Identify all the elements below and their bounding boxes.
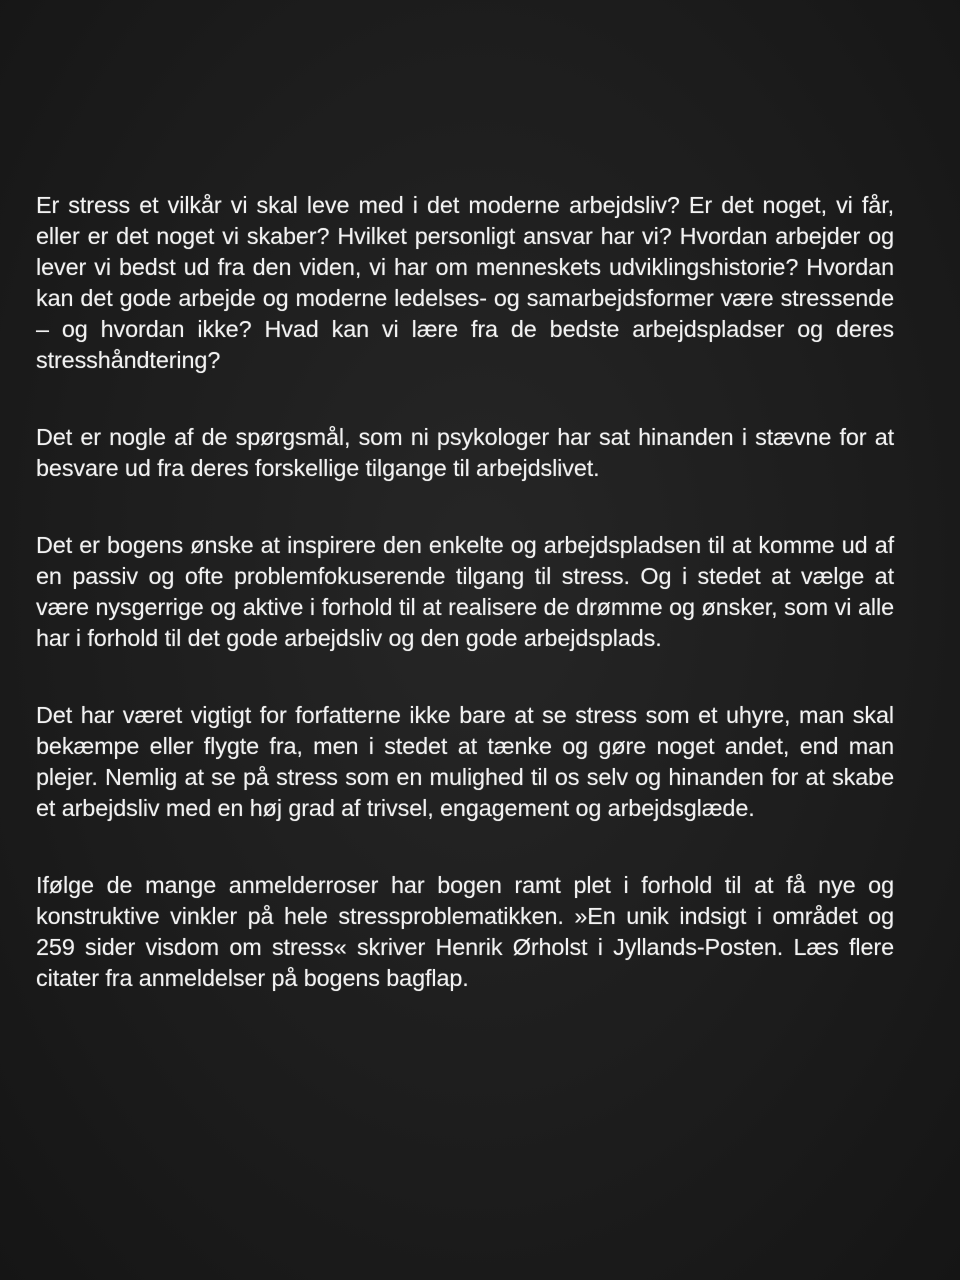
blurb-paragraph-authors: Det har været vigtigt for forfatterne ikke bare at se stress som et uhyre, man skal bekæmpe eller flygte fra, men i stedet at tænke og gøre noget andet, end man plejer. Nemlig at se på stress som en mulighed til os selv og hinanden for at skabe et arbejdsliv med en høj grad af trivsel, engagement og arbejdsglæde. [36, 702, 894, 821]
blurb-paragraph-questions: Er stress et vilkår vi skal leve med i det moderne arbejdsliv? Er det noget, vi får, eller er det noget vi skaber? Hvilket personligt ansvar har vi? Hvordan arbejder og lever vi bedst ud fra den viden, vi har om menneskets udviklingshistorie? Hvordan kan det gode arbejde og moderne ledelses- og samarbejdsformer være stressende – og hvordan ikke? Hvad kan vi lære fra de bedste arbejdspladser og deres stresshåndtering? [36, 192, 894, 373]
blurb-paragraph-aim: Det er bogens ønske at inspirere den enkelte og arbejdspladsen til at komme ud af en passiv og ofte problemfokuserende tilgang til stress. Og i stedet at vælge at være nysgerrige og aktive i forhold til at realisere de drømme og ønsker, som vi alle har i forhold til det gode arbejdsliv og den gode arbejdsplads. [36, 532, 894, 651]
blurb-paragraph-reviews: Ifølge de mange anmelderroser har bogen ramt plet i forhold til at få nye og konstruktive vinkler på hele stressproblematikken. »En unik indsigt i området og 259 sider visdom om stress« skriver Henrik Ørholst i Jyllands-Posten. Læs flere citater fra anmeldelser på bogens bagflap. [36, 872, 894, 991]
blurb-paragraph-psychologists: Det er nogle af de spørgsmål, som ni psykologer har sat hinanden i stævne for at besvare ud fra deres forskellige tilgange til arbejdslivet. [36, 424, 894, 481]
back-cover-blurb [36, 190, 894, 1040]
